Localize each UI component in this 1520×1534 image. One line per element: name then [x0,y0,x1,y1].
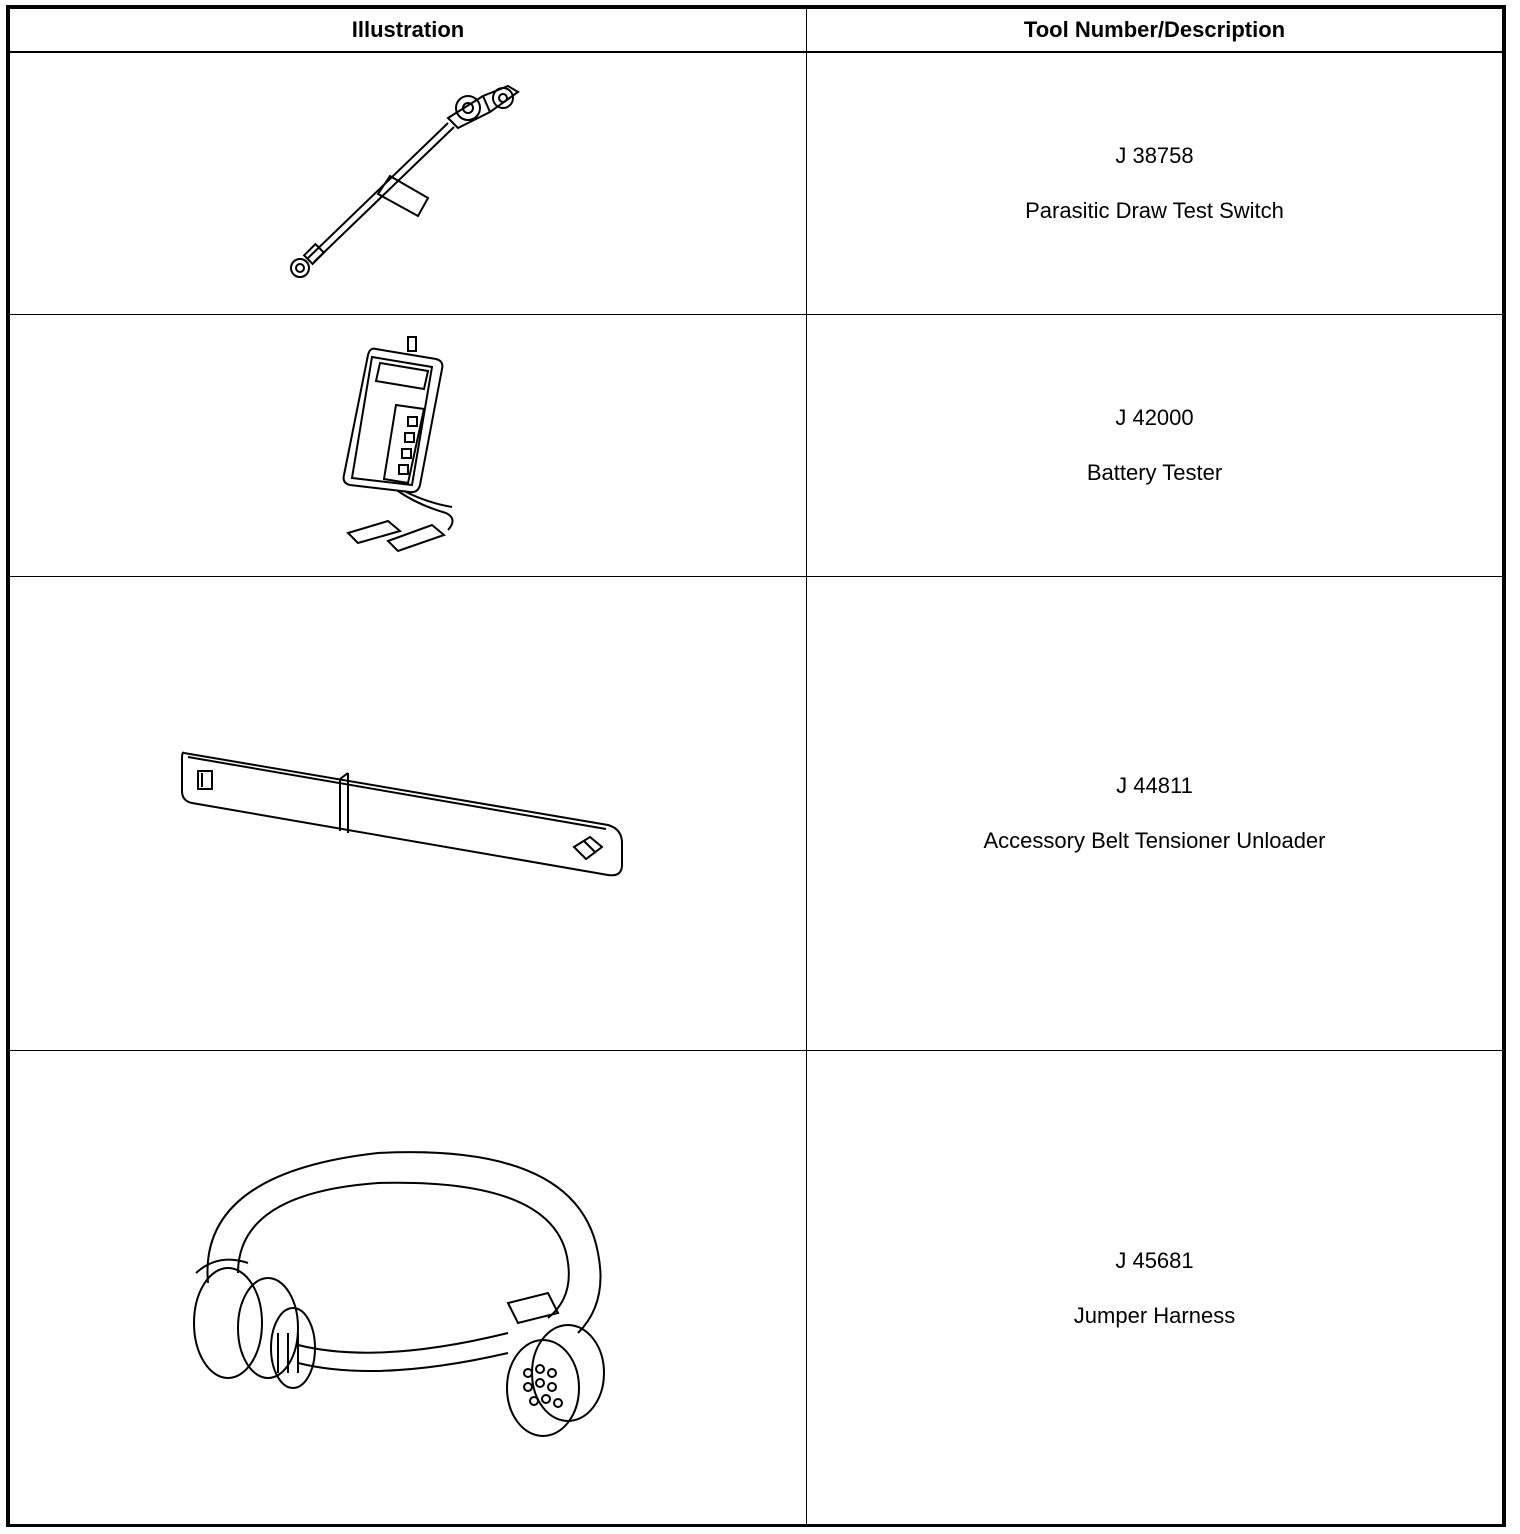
tools-table-frame [6,5,1506,1527]
illustration-header: Illustration [10,9,807,53]
parasitic-draw-test-switch-icon [278,78,538,288]
tool-description-cell [807,1050,1503,1526]
tool-number: J 45681 [1115,1248,1194,1273]
special-tools-table [9,8,1503,1527]
header-row [10,9,1503,53]
illustration-cell [10,576,807,1050]
tool-description: Parasitic Draw Test Switch [1025,198,1284,224]
tool-number: J 44811 [1116,773,1193,798]
belt-tensioner-unloader-icon [178,743,638,883]
tool-description: Battery Tester [1086,460,1223,485]
tool-description-cell [807,314,1503,576]
table-row [10,52,1503,314]
tool-description: Jumper Harness [1073,1303,1236,1328]
tool-description-cell [807,576,1503,1050]
jumper-harness-icon [178,1133,638,1443]
tool-number: J 38758 [1115,143,1194,169]
table-row [10,576,1503,1050]
tool-description: Accessory Belt Tensioner Unloader [983,828,1326,853]
table-row [10,1050,1503,1526]
illustration-cell [10,1050,807,1526]
illustration-cell [10,314,807,576]
tool-number: J 42000 [1115,405,1194,430]
table-row [10,314,1503,576]
tool-description-cell [807,52,1503,314]
battery-tester-icon [328,335,488,555]
illustration-cell [10,52,807,314]
tool-header: Tool Number/Description [807,9,1503,53]
